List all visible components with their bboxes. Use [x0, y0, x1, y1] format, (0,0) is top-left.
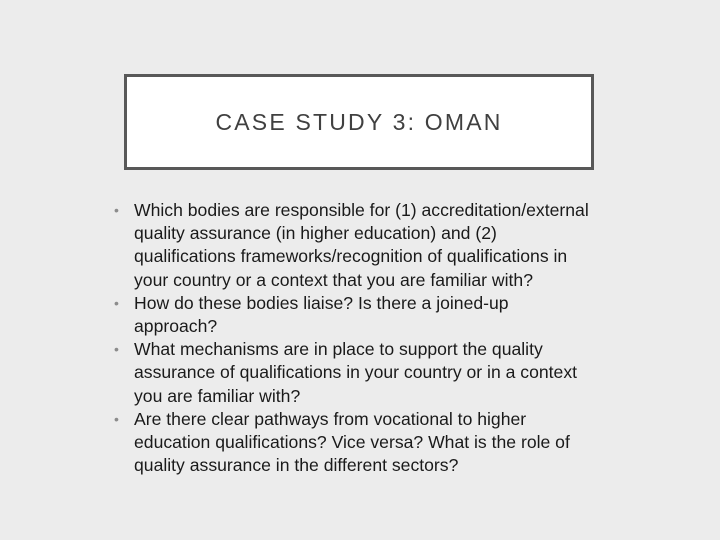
bullet-text: Are there clear pathways from vocational to higher education qualifications? Vice versa? What is the role of quality assurance in the different sectors?: [134, 408, 570, 476]
bullet-marker: •: [114, 410, 119, 427]
slide-title: CASE STUDY 3: OMAN: [215, 108, 503, 135]
title-box: [124, 74, 594, 170]
bullet-item: [114, 338, 594, 408]
bullet-item: [114, 408, 594, 478]
bullet-marker: •: [114, 294, 119, 311]
bullet-marker: •: [114, 341, 119, 358]
bullet-marker: •: [114, 202, 119, 218]
bullet-item: [114, 199, 594, 292]
bullet-list: [114, 199, 594, 477]
bullet-text: Which bodies are responsible for (1) accreditation/external quality assurance (in higher education) and (2) qualifications frameworks/recognition of qualifications in your country or a context that you are familiar with?: [134, 200, 589, 290]
bullet-text: What mechanisms are in place to support the quality assurance of qualifications in your country or in a context you are familiar with?: [134, 339, 578, 406]
bullet-text: How do these bodies liaise? Is there a joined-up approach?: [134, 292, 509, 337]
bullet-item: [114, 292, 594, 338]
